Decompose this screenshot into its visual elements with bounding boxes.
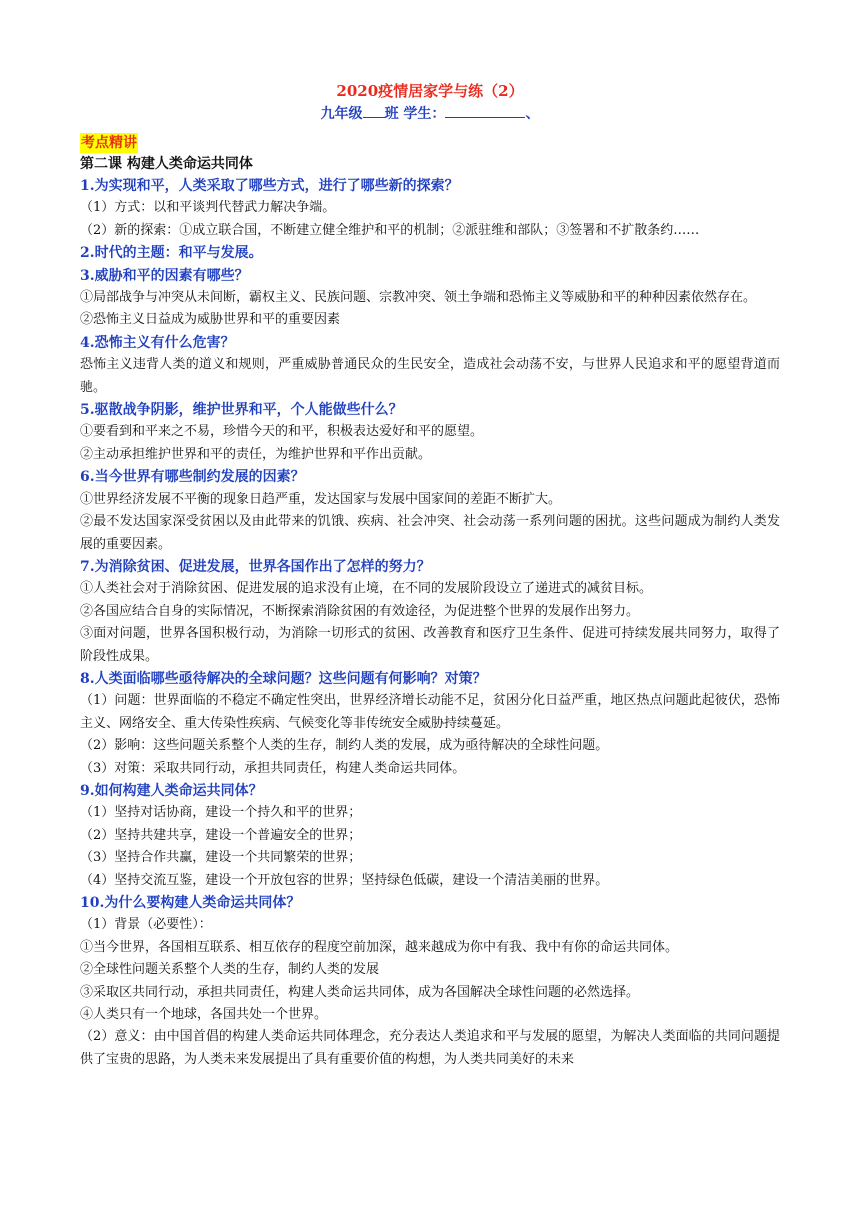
answer-paragraph: （3）坚持合作共赢，建设一个共同繁荣的世界； [80, 850, 362, 866]
document-page [80, 80, 780, 1071]
student-label: 班 学生： [384, 106, 446, 122]
content-body [80, 175, 780, 1071]
answer-paragraph: （3）对策：采取共同行动，承担共同责任，构建人类命运共同体。 [80, 760, 466, 776]
question-heading: 2.时代的主题：和平与发展。 [80, 245, 263, 262]
answer-paragraph: （1）坚持对话协商，建设一个持久和平的世界； [80, 805, 362, 821]
answer-paragraph: ③面对问题，世界各国积极行动，为消除一切形式的贫困、改善教育和医疗卫生条件、促进可持续发展共同努力，取得了阶段性成果。 [80, 626, 780, 664]
answer-paragraph: ②最不发达国家深受贫困以及由此带来的饥饿、疾病、社会冲突、社会动荡一系列问题的困扰。这些问题成为制约人类发展的重要因素。 [80, 514, 780, 552]
answer-paragraph: ②全球性问题关系整个人类的生存，制约人类的发展 [80, 962, 380, 978]
answer-paragraph: （2）新的探索：①成立联合国，不断建立健全维护和平的机制；②派驻维和部队；③签署和不扩散条约…… [80, 222, 700, 238]
answer-paragraph: ①局部战争与冲突从未间断，霸权主义、民族问题、宗教冲突、领土争端和恐怖主义等威胁和平的种种因素依然存在。 [80, 290, 757, 306]
answer-paragraph: 恐怖主义违背人类的道义和规则，严重威胁普通民众的生民安全，造成社会动荡不安，与世界人民追求和平的愿望背道而驰。 [80, 357, 780, 395]
answer-paragraph: ①当今世界，各国相互联系、相互依存的程度空前加深，越来越成为你中有我、我中有你的命运共同体。 [80, 939, 679, 955]
question-heading: 1.为实现和平，人类采取了哪些方式，进行了哪些新的探索？ [80, 178, 459, 194]
page-subtitle [80, 102, 780, 126]
answer-paragraph: （1）问题：世界面临的不稳定不确定性突出，世界经济增长动能不足，贫困分化日益严重，地区热点问题此起彼伏，恐怖主义、网络安全、重大传染性疾病、气候变化等非传统安全威胁持续蔓延。 [80, 693, 780, 731]
question-heading: 6.当今世界有哪些制约发展的因素？ [80, 469, 305, 486]
subtitle-suffix: 、 [525, 106, 540, 122]
student-name-blank [445, 103, 525, 118]
question-heading: 5.驱散战争阴影，维护世界和平，个人能做些什么？ [80, 402, 403, 419]
answer-paragraph: （2）坚持共建共享，建设一个普遍安全的世界； [80, 827, 362, 843]
question-heading: 7.为消除贫困、促进发展，世界各国作出了怎样的努力？ [80, 558, 431, 575]
answer-paragraph: ②各国应结合自身的实际情况，不断探索消除贫困的有效途径，为促进整个世界的发展作出努力。 [80, 603, 640, 619]
question-heading: 9.如何构建人类命运共同体？ [80, 782, 263, 799]
answer-paragraph: ①世界经济发展不平衡的现象日趋严重，发达国家与发展中国家间的差距不断扩大。 [80, 491, 562, 507]
section-tag: 考点精讲 [81, 135, 137, 151]
class-blank [363, 103, 385, 118]
answer-paragraph: （1）方式：以和平谈判代替武力解决争端。 [80, 200, 336, 216]
answer-paragraph: ④人类只有一个地球，各国共处一个世界。 [80, 1007, 328, 1023]
lesson-heading: 第二课 构建人类命运共同体 [80, 156, 253, 172]
answer-paragraph: ③采取区共同行动，承担共同责任，构建人类命运共同体，成为各国解决全球性问题的必然选择。 [80, 984, 640, 1000]
answer-paragraph: （1）背景（必要性）： [80, 917, 212, 933]
question-heading: 4.恐怖主义有什么危害？ [80, 334, 235, 351]
grade-label: 九年级 [320, 106, 363, 122]
question-heading: 8.人类面临哪些亟待解决的全球问题？这些问题有何影响？对策？ [80, 670, 487, 687]
answer-paragraph: （2）影响：这些问题关系整个人类的生存，制约人类的发展，成为亟待解决的全球性问题。 [80, 738, 609, 754]
answer-paragraph: ①要看到和平来之不易，珍惜今天的和平，积极表达爱好和平的愿望。 [80, 424, 484, 440]
answer-paragraph: ①人类社会对于消除贫困、促进发展的追求没有止境，在不同的发展阶段设立了递进式的减贫目标。 [80, 581, 653, 597]
answer-paragraph: （2）意义：由中国首倡的构建人类命运共同体理念，充分表达人类追求和平与发展的愿望，为解决人类面临的共同问题提供了宝贵的思路，为人类未来发展提出了具有重要价值的构想，为人类共同美好的未来 [80, 1029, 780, 1067]
question-heading: 3.威胁和平的因素有哪些？ [80, 267, 249, 284]
question-heading: 10.为什么要构建人类命运共同体？ [80, 895, 301, 911]
page-title: 2020疫情居家学与练（2） [336, 82, 524, 100]
answer-paragraph: ②恐怖主义日益成为威胁世界和平的重要因素 [80, 312, 341, 328]
answer-paragraph: （4）坚持交流互鉴，建设一个开放包容的世界；坚持绿色低碳，建设一个清洁美丽的世界。 [80, 872, 609, 888]
answer-paragraph: ②主动承担维护世界和平的责任，为维护世界和平作出贡献。 [80, 446, 432, 462]
